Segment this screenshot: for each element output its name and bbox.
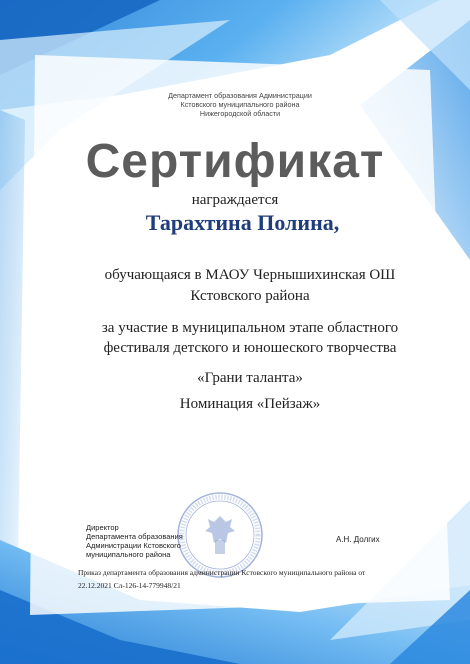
signatory-position [86, 523, 206, 559]
position-line-4: муниципального района [86, 550, 171, 559]
participation-line: за участие в муниципальном этапе областного [101, 320, 399, 336]
order-reference [78, 566, 418, 592]
signatory-name: А.Н. Долгих [336, 535, 380, 544]
district-line: Кстовского района [190, 288, 310, 304]
org-line-1: Департамент образования Администрации [168, 91, 312, 100]
festival-line: фестиваля детского и юношеского творчества [103, 340, 397, 356]
org-line-3: Нижегородской области [199, 109, 281, 118]
recipient-name: Тарахтина Полина, [145, 210, 340, 235]
festival-name: «Грани таланта» [197, 370, 303, 386]
nomination-line: Номинация «Пейзаж» [179, 396, 321, 412]
student-line: обучающаяся в МАОУ Чернышихинская ОШ [104, 267, 396, 283]
order-line-2: 22.12.2021 Сл-126-14-779948/21 [78, 581, 181, 590]
position-line-3: Администрации Кстовского [86, 541, 181, 550]
organization-header [150, 91, 330, 118]
position-line-1: Директор [86, 523, 119, 532]
org-line-2: Кстовского муниципального района [180, 100, 300, 109]
order-line-1: Приказ департамента образования администрации Кстовского муниципального района от [78, 568, 366, 577]
certificate-title: Сертификат [85, 135, 385, 188]
awarded-text: награждается [191, 192, 279, 208]
position-line-2: Департамента образования [86, 532, 183, 541]
